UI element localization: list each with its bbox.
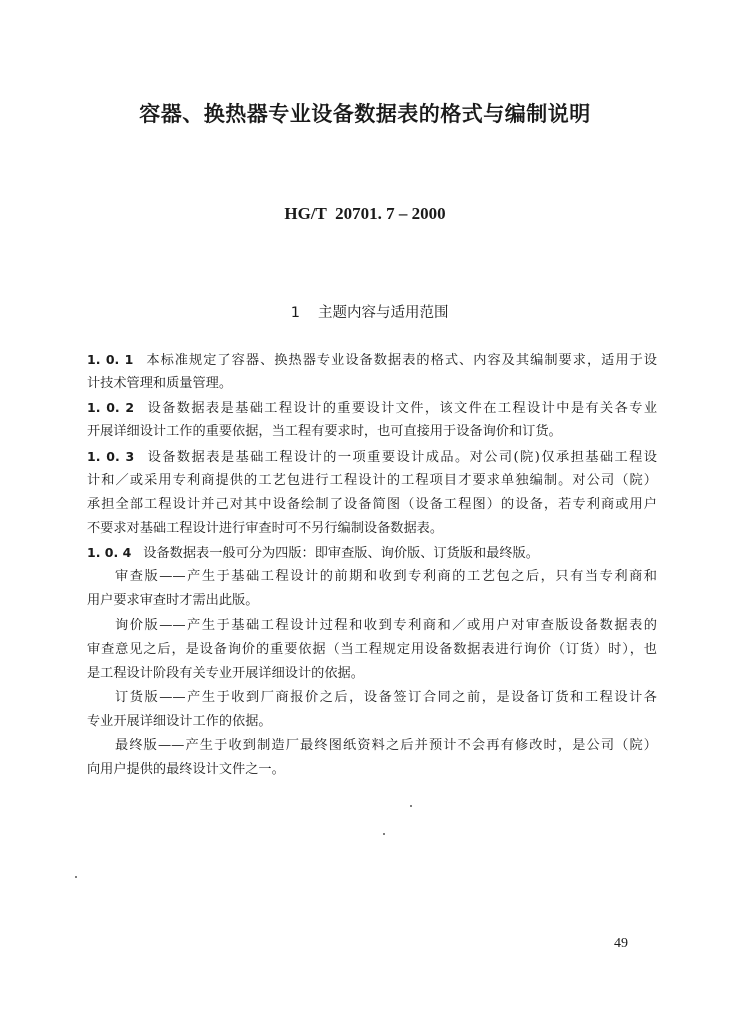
paragraph-line: 计和／或采用专利商提供的工艺包进行工程设计的工程项目才要求单独编制。对公司（院） [87,472,657,488]
paragraph-line [87,348,657,372]
paragraph-line [87,396,657,420]
clause-text: 本标准规定了容器、换热器专业设备数据表的格式、内容及其编制要求，适用于设 [145,353,657,368]
paragraph-line: 专业开展详细设计工作的依据。 [87,714,272,730]
paragraph-line: 向用户提供的最终设计文件之一。 [87,762,285,778]
paragraph-line: 是工程设计阶段有关专业开展详细设计的依据。 [87,665,364,681]
section-heading [0,285,730,322]
clause-text: 设备数据表是基础工程设计的重要设计文件，该文件在工程设计中是有关各专业 [146,401,658,417]
paragraph-line: 最终版——产生于收到制造厂最终图纸资料之后并预计不会再有修改时，是公司（院） [115,738,657,754]
section-title: 主题内容与适用范围 [317,305,449,321]
paragraph-line: 询价版——产生于基础工程设计过程和收到专利商和／或用户对审查版设备数据表的 [115,617,657,633]
paragraph-line [87,541,657,565]
document-title: 容器、换热器专业设备数据表的格式与编制说明 [139,102,591,126]
paragraph-line [87,445,657,469]
paragraph-line: 订货版——产生于收到厂商报价之后，设备签订合同之前，是设备订货和工程设计各 [115,689,657,705]
body-text [87,348,657,783]
clause-text: 设备数据表一般可分为四版：即审查版、询价版、订货版和最终版。 [143,546,539,562]
clause-number: 1. 0. 3 [87,448,135,464]
paragraph-line: 不要求对基础工程设计进行审查时可不另行编制设备数据表。 [87,520,444,536]
paragraph-line: 开展详细设计工作的重要依据，当工程有要求时，也可直接用于设备询价和订货。 [87,424,562,440]
paragraph-line: 审查意见之后，是设备询价的重要依据（当工程规定用设备数据表进行询价（订货）时），也 [87,641,657,657]
clause-text: 设备数据表是基础工程设计的一项重要设计成品。对公司(院)仅承担基础工程设 [146,449,657,465]
paragraph-line: 用户要求审查时才需出此版。 [87,593,259,609]
paragraph-line: 计技术管理和质量管理。 [87,376,233,392]
section-number: 1 [290,305,300,321]
scan-speck [75,876,77,878]
standard-number: HG/T 20701. 7 – 2000 [284,204,446,223]
clause-number: 1. 0. 4 [87,545,132,561]
page-number: 49 [614,936,628,951]
paragraph-line: 审查版——产生于基础工程设计的前期和收到专利商的工艺包之后，只有当专利商和 [115,569,657,585]
clause-number: 1. 0. 1 [87,352,134,367]
clause-number: 1. 0. 2 [87,400,135,416]
scan-speck [383,833,385,835]
paragraph-line: 承担全部工程设计并己对其中设备绘制了设备简图（设备工程图）的设备，若专利商或用户 [87,496,657,512]
scan-speck [410,805,412,807]
